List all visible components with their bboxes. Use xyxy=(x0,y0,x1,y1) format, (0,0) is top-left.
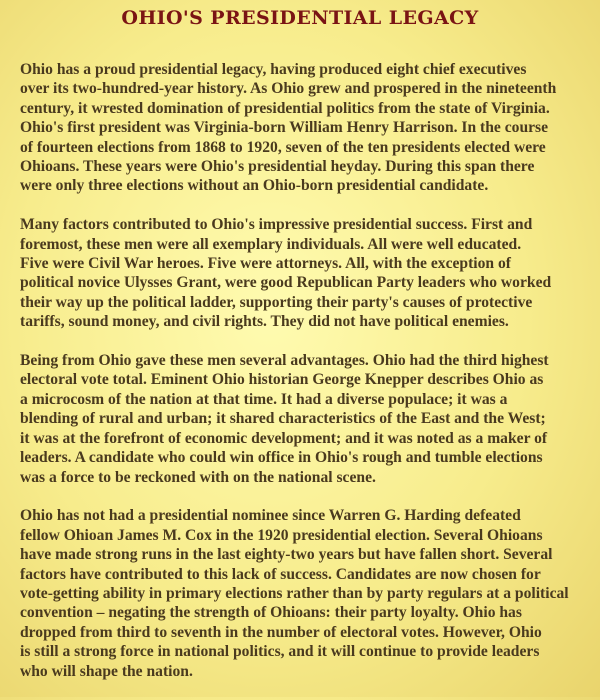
paragraph-2 xyxy=(20,215,594,331)
text-line: century, it wrested domination of presidential politics from the state of Virginia. xyxy=(20,99,550,117)
paragraph-3 xyxy=(20,351,594,487)
panel-title: OHIO'S PRESIDENTIAL LEGACY xyxy=(121,7,479,29)
text-line: foremost, these men were all exemplary individuals. All were well educated. xyxy=(20,235,522,253)
paragraph-1 xyxy=(20,60,594,196)
text-line: have made strong runs in the last eighty-two years but have fallen short. Several xyxy=(20,546,553,564)
text-line: Being from Ohio gave these men several advantages. Ohio had the third highest xyxy=(20,352,549,370)
text-line: Many factors contributed to Ohio's impressive presidential success. First and xyxy=(20,216,533,234)
text-line: electoral vote total. Eminent Ohio historian George Knepper describes Ohio as xyxy=(20,371,544,389)
text-line: factors have contributed to this lack of success. Candidates are now chosen for xyxy=(20,565,541,583)
text-line: dropped from third to seventh in the number of electoral votes. However, Ohio xyxy=(20,623,542,641)
text-line: fellow Ohioan James M. Cox in the 1920 presidential election. Several Ohioans xyxy=(20,526,543,544)
text-line: it was at the forefront of economic development; and it was noted as a maker of xyxy=(20,429,548,447)
text-line: tariffs, sound money, and civil rights. They did not have political enemies. xyxy=(20,313,509,331)
text-line: blending of rural and urban; it shared characteristics of the East and the West; xyxy=(20,410,546,428)
text-line: was a force to be reckoned with on the national scene. xyxy=(20,468,376,486)
text-line: Ohio's first president was Virginia-born William Henry Harrison. In the course xyxy=(20,119,549,137)
text-line: leaders. A candidate who could win office in Ohio's rough and tumble elections xyxy=(20,449,543,467)
text-line: who will shape the nation. xyxy=(20,662,193,680)
text-line: vote-getting ability in primary elections rather than by party regulars at a political xyxy=(20,584,569,602)
text-line: of fourteen elections from 1868 to 1920, seven of the ten presidents elected were xyxy=(20,138,546,156)
text-line: were only three elections without an Ohio-born presidential candidate. xyxy=(20,177,489,195)
text-line: political novice Ulysses Grant, were good Republican Party leaders who worked xyxy=(20,274,552,292)
text-line: Ohio has a proud presidential legacy, having produced eight chief executives xyxy=(20,61,527,78)
text-line: Ohio has not had a presidential nominee since Warren G. Harding defeated xyxy=(20,507,521,525)
text-line: a microcosm of the nation at that time. It had a diverse populace; it was a xyxy=(20,390,508,408)
text-line: Five were Civil War heroes. Five were attorneys. All, with the exception of xyxy=(20,255,511,273)
text-line: Ohioans. These years were Ohio's presidential heyday. During this span there xyxy=(20,158,535,176)
text-line: is still a strong force in national politics, and it will continue to provide leaders xyxy=(20,643,540,661)
text-line: convention – negating the strength of Ohioans: their party loyalty. Ohio has xyxy=(20,604,522,622)
panel-body xyxy=(20,60,594,700)
paragraph-4 xyxy=(20,506,594,681)
text-line: over its two-hundred-year history. As Ohio grew and prospered in the nineteenth xyxy=(20,80,557,98)
text-line: their way up the political ladder, supporting their party's causes of protective xyxy=(20,293,533,311)
